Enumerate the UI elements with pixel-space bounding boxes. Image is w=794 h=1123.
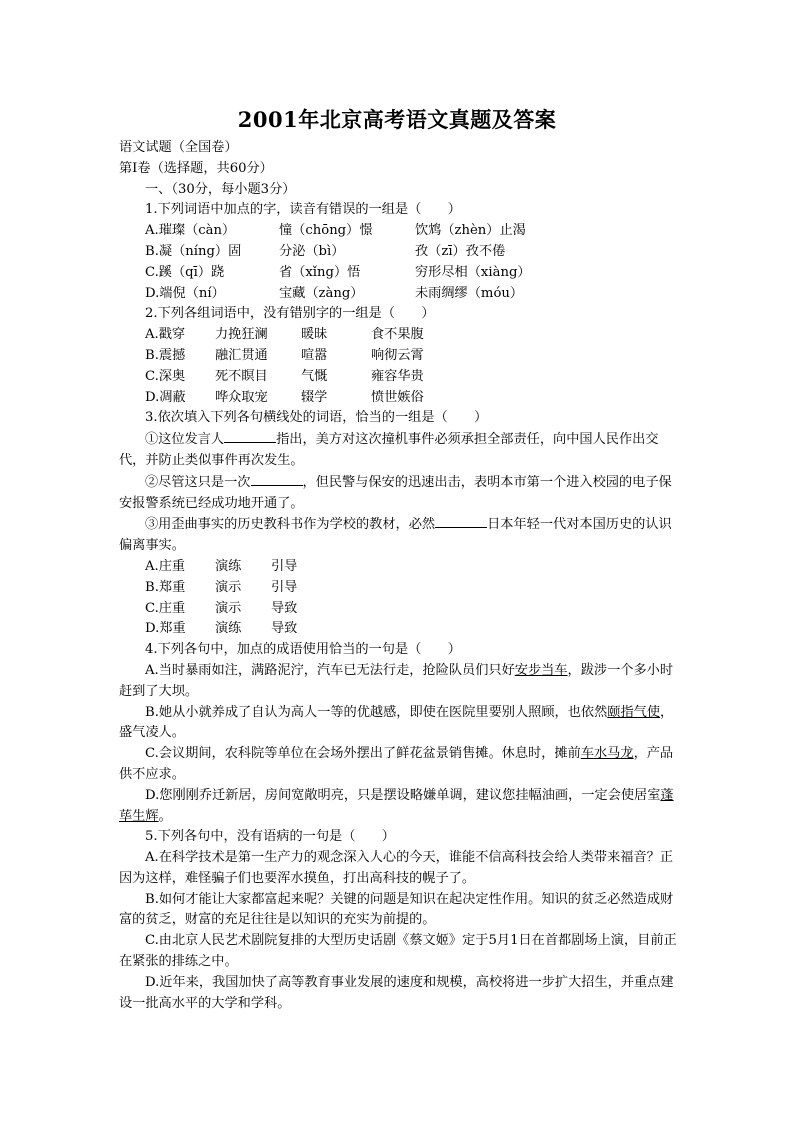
section-heading: 一、（30分，每小题3分）: [145, 181, 296, 197]
q5-option-d: D.近年来，我国加快了高等教育事业发展的速度和规模，高校将进一步扩大招生，并重点建设一批高水平的大学和学科。: [119, 974, 674, 1011]
q1-a-col2: 憧（chōng）憬: [279, 223, 373, 239]
q2-option-b: [119, 346, 679, 367]
q4-d-text-after: 。: [158, 808, 172, 824]
q1-c-col2: 省（xǐng）悟: [279, 264, 361, 280]
q3-option-d: [119, 619, 679, 640]
q4-a-text-after: ，跋涉一个多小时赶到了大坝。: [119, 662, 674, 699]
q3-a-col2: 演练: [215, 558, 242, 574]
q4-option-c: [119, 744, 679, 786]
question-3-stem: 3.依次填入下列各句横线处的词语，恰当的一组是（ ）: [145, 410, 488, 426]
q3-d-col2: 演练: [215, 621, 242, 637]
q3-a-col3: 引导: [271, 558, 298, 574]
q3-a-col1: A.庄重: [145, 558, 186, 574]
q2-a-col4: 食不果腹: [371, 327, 424, 343]
q2-option-a: [119, 325, 679, 346]
q5-option-a: A.在科学技术是第一生产力的观念深入人心的今天，谁能不信高科技会给人类带来福音？正因为这样，难怪骗子们也要浑水摸鱼，打出高科技的幌子了。: [119, 850, 674, 886]
q3-s2-text-after: ，但民警与保安的迅速出击，表明本市第一个进入校园的电子保安报警系统已经成功地开通了。: [119, 474, 672, 511]
q2-a-col2: 力挽狂澜: [215, 327, 268, 343]
exam-content: [119, 138, 679, 1014]
question-1-stem: 1.下列词语中加点的字，读音有错误的一组是（ ）: [145, 202, 461, 218]
q3-s3-blank: [435, 514, 487, 528]
q2-a-col3: 暖昧: [301, 327, 328, 343]
q4-d-text-before: D.您刚刚乔迁新居，房间宽敞明亮，只是摆设略嫌单调，建议您挂幅油画，一定会使居室: [145, 787, 661, 803]
q2-option-d: [119, 388, 679, 409]
q3-option-c: [119, 599, 679, 620]
q4-c-idiom: 车水马龙: [580, 746, 634, 762]
q2-d-col1: D.凋蔽: [145, 389, 186, 405]
q2-a-col1: A.戳穿: [145, 327, 186, 343]
q4-c-text-before: C.会议期间，农科院等单位在会场外摆出了鲜花盆景销售摊。休息时，摊前: [145, 746, 581, 762]
q2-b-col4: 响彻云霄: [371, 347, 424, 363]
q1-b-col3: 孜（zī）孜不倦: [415, 243, 506, 259]
q3-b-col2: 演示: [215, 579, 242, 595]
q5-option-b: B.如何才能让大家都富起来呢？关键的问题是知识在起决定性作用。知识的贫乏必然造成财富的贫乏，财富的充足往往是以知识的充实为前提的。: [119, 891, 674, 928]
question-4-stem: 4.下列各句中，加点的成语使用恰当的一句是（ ）: [145, 642, 461, 658]
q1-c-col1: C.蹊（qī）跷: [145, 264, 225, 280]
q3-c-col1: C.庄重: [145, 600, 186, 616]
q4-b-text-before: B.她从小就养成了自认为高人一等的优越感，即使在医院里要别人照顾，也依然: [145, 704, 608, 720]
volume-heading: 第Ⅰ卷（选择题，共60分）: [119, 160, 273, 176]
q1-a-col1: A.璀璨（càn）: [145, 223, 236, 239]
question-2-stem: 2.下列各组词语中，没有错别字的一组是（ ）: [145, 306, 435, 322]
q2-c-col4: 雍容华贵: [371, 368, 424, 384]
q3-d-col1: D.郑重: [145, 621, 186, 637]
q3-s1-text-before: ①这位发言人: [145, 432, 225, 448]
q3-s2-text-before: ②尽管这只是一次: [145, 474, 251, 490]
q2-b-col3: 喧嚣: [301, 347, 328, 363]
q3-option-b: [119, 578, 679, 599]
q3-s2-blank: [251, 472, 303, 486]
q3-option-a: [119, 557, 679, 578]
q3-sentence-2: [119, 472, 679, 515]
q4-a-idiom: 安步当车: [514, 662, 568, 678]
q2-option-c: [119, 367, 679, 388]
q2-c-col3: 气慨: [301, 368, 328, 384]
q4-b-idiom: 颐指气使: [607, 704, 661, 720]
q3-b-col3: 引导: [271, 579, 298, 595]
q4-option-a: [119, 661, 679, 703]
q4-option-b: [119, 703, 679, 745]
q2-d-col4: 愤世嫉俗: [371, 389, 424, 405]
q2-c-col1: C.深奥: [145, 368, 186, 384]
q3-s1-blank: [224, 429, 276, 443]
q1-option-a: [119, 221, 679, 242]
q4-option-d: [119, 786, 679, 828]
q1-option-d: [119, 284, 679, 305]
q3-c-col3: 导致: [271, 600, 298, 616]
q3-c-col2: 演示: [215, 600, 242, 616]
q3-s3-text-before: ③用歪曲事实的历史教科书作为学校的教材，必然: [145, 517, 436, 533]
q2-b-col2: 融汇贯通: [215, 347, 268, 363]
q2-b-col1: B.震撼: [145, 347, 186, 363]
q2-d-col3: 辍学: [301, 389, 328, 405]
q3-b-col1: B.郑重: [145, 579, 186, 595]
q5-option-c: C.由北京人民艺术剧院复排的大型历史话剧《蔡文姬》定于5月1日在首都剧场上演，目前正在紧张的排练之中。: [119, 933, 677, 970]
page-title: 2001年北京高考语文真题及答案: [237, 107, 557, 132]
exam-subtitle: 语文试题（全国卷）: [119, 140, 238, 155]
q3-d-col3: 导致: [271, 621, 298, 637]
q4-a-text-before: A.当时暴雨如注，满路泥泞，汽车已无法行走，抢险队员们只好: [145, 662, 515, 678]
q3-sentence-1: [119, 429, 679, 472]
q1-a-col3: 饮鸩（zhèn）止渴: [415, 223, 526, 239]
q1-b-col2: 分泌（bì）: [279, 243, 345, 259]
q2-c-col2: 死不瞑目: [215, 368, 268, 384]
q1-option-b: [119, 242, 679, 263]
q1-option-c: [119, 263, 679, 284]
q1-b-col1: B.凝（níng）固: [145, 243, 242, 259]
q3-sentence-3: [119, 514, 679, 557]
q4-c-text-after: ，产品供不应求。: [119, 746, 674, 782]
question-5-stem: 5.下列各句中，没有语病的一句是（ ）: [145, 829, 395, 845]
q1-c-col3: 穷形尽相（xiàng）: [415, 264, 531, 280]
q3-s1-text-after: 指出，美方对这次撞机事件必须承担全部责任，向中国人民作出交代，并防止类似事件再次发生。: [119, 432, 659, 468]
q2-d-col2: 哗众取宠: [215, 389, 268, 405]
q3-s3-text-after: 日本年轻一代对本国历史的认识偏离事实。: [119, 517, 672, 554]
q1-d-col3: 未雨绸缪（móu）: [415, 285, 524, 301]
q1-d-col1: D.端倪（ní）: [145, 285, 225, 301]
q1-d-col2: 宝藏（zàng）: [279, 285, 364, 301]
q4-b-text-after: ，盛气凌人。: [119, 704, 674, 741]
q4-d-idiom: 蓬荜生辉: [119, 787, 674, 824]
